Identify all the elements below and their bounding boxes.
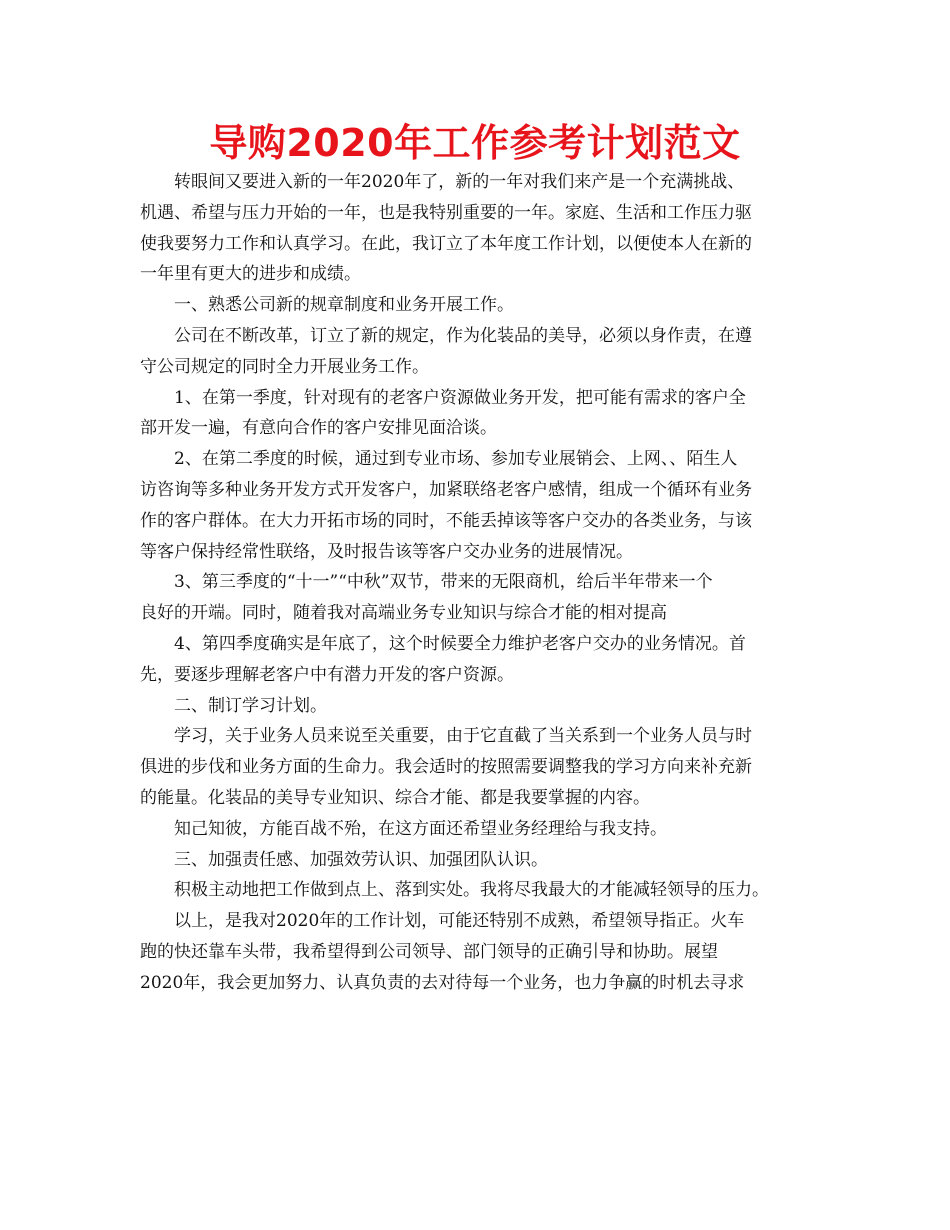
paragraph-line: 学习，关于业务人员来说至关重要，由于它直截了当关系到一个业务人员与时	[174, 726, 752, 747]
paragraph	[140, 814, 826, 845]
paragraph	[140, 290, 826, 321]
paragraph-line: 二、制订学习计划。	[174, 695, 327, 716]
paragraph-line: 先，要逐步理解老客户中有潜力开发的客户资源。	[140, 664, 514, 685]
paragraph-line: 知己知彼，方能百战不殆，在这方面还希望业务经理给与我支持。	[174, 818, 667, 839]
paragraph-line: 等客户保持经常性联络，及时报告该等客户交办业务的进展情况。	[140, 541, 633, 562]
paragraph-line: 俱进的步伐和业务方面的生命力。我会适时的按照需要调整我的学习方向来补充新	[140, 757, 752, 778]
paragraph-line: 作的客户群体。在大力开拓市场的同时，不能丢掉该等客户交办的各类业务，与该	[140, 510, 752, 531]
paragraph	[140, 906, 826, 998]
paragraph	[140, 721, 826, 813]
paragraph-line: 的能量。化装品的美导专业知识、综合才能、都是我要掌握的内容。	[140, 787, 650, 808]
paragraph-line: 使我要努力工作和认真学习。在此，我订立了本年度工作计划，以便使本人在新的	[140, 233, 752, 254]
paragraph-line: 以上，是我对2020年的工作计划，可能还特别不成熟，希望领导指正。火车	[174, 911, 745, 932]
paragraph	[140, 167, 826, 290]
paragraph-line: 3、第三季度的“十一”“中秋”双节，带来的无限商机，给后半年带来一个	[174, 572, 713, 593]
paragraph	[140, 845, 826, 876]
paragraph-line: 积极主动地把工作做到点上、落到实处。我将尽我最大的才能减轻领导的压力。	[174, 880, 769, 901]
document-title: 导购2020年工作参考计划范文	[209, 121, 741, 165]
paragraph	[140, 691, 826, 722]
document-body	[140, 167, 826, 999]
paragraph-line: 1、在第一季度，针对现有的老客户资源做业务开发，把可能有需求的客户全	[174, 387, 746, 408]
paragraph	[140, 383, 826, 445]
paragraph-line: 4、第四季度确实是年底了，这个时候要全力维护老客户交办的业务情况。首	[174, 633, 746, 654]
paragraph	[140, 567, 826, 629]
paragraph	[140, 444, 826, 567]
paragraph-line: 守公司规定的同时全力开展业务工作。	[140, 356, 429, 377]
paragraph-line: 转眼间又要进入新的一年2020年了，新的一年对我们来产是一个充满挑战、	[174, 172, 745, 192]
paragraph-line: 一年里有更大的进步和成绩。	[140, 264, 361, 285]
paragraph-line: 良好的开端。同时，随着我对高端业务专业知识与综合才能的相对提高	[140, 603, 667, 624]
paragraph-line: 部开发一遍，有意向合作的客户安排见面洽谈。	[140, 418, 497, 439]
paragraph	[140, 875, 826, 906]
paragraph-line: 一、熟悉公司新的规章制度和业务开展工作。	[174, 295, 514, 316]
paragraph-line: 三、加强责任感、加强效劳认识、加强团队认识。	[174, 849, 548, 870]
paragraph	[140, 321, 826, 383]
paragraph	[140, 629, 826, 691]
paragraph-line: 机遇、希望与压力开始的一年，也是我特别重要的一年。家庭、生活和工作压力驱	[140, 202, 752, 223]
paragraph-line: 公司在不断改革，订立了新的规定，作为化装品的美导，必须以身作责，在遵	[174, 325, 752, 346]
paragraph-line: 2、在第二季度的时候，通过到专业市场、参加专业展销会、上网、、陌生人	[174, 449, 738, 470]
paragraph-line: 2020年，我会更加努力、认真负责的去对待每一个业务，也力争赢的时机去寻求	[140, 972, 745, 993]
paragraph-line: 跑的快还靠车头带，我希望得到公司领导、部门领导的正确引导和协助。展望	[140, 941, 718, 962]
paragraph-line: 访咨询等多种业务开发方式开发客户，加紧联络老客户感情，组成一个循环有业务	[140, 479, 752, 500]
